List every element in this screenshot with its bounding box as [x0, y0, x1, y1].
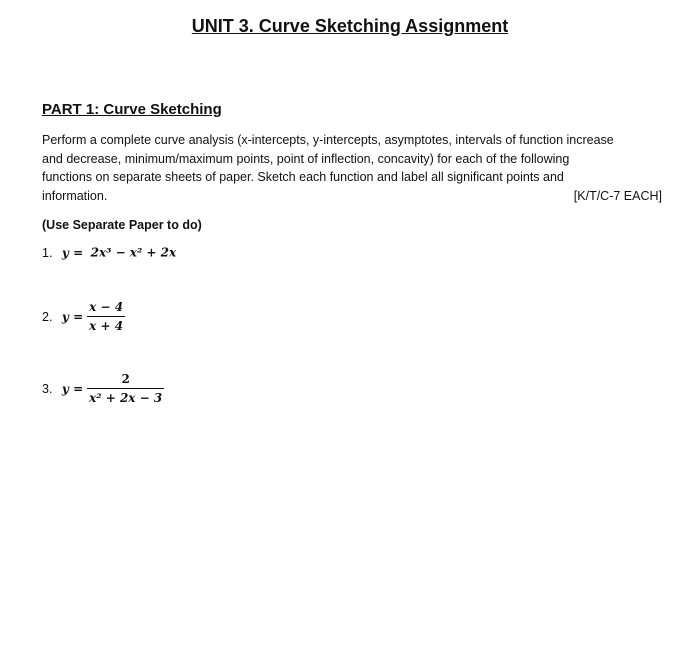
fraction-denominator: x² + 2x − 3 — [87, 388, 164, 405]
fraction-numerator: 2 — [121, 372, 130, 386]
fraction-numerator: x − 4 — [89, 300, 124, 314]
equation-lhs: y = — [61, 381, 84, 396]
instructions-line: information. — [42, 188, 108, 203]
page-title: UNIT 3. Curve Sketching Assignment — [191, 16, 509, 36]
question-3 — [42, 372, 164, 405]
fraction — [87, 372, 164, 405]
question-number: 2. — [42, 309, 53, 324]
equation — [62, 372, 164, 405]
equation-lhs: y = — [61, 309, 84, 324]
fraction-denominator: x + 4 — [87, 316, 125, 333]
question-2 — [42, 300, 125, 333]
question-number: 1. — [42, 245, 53, 260]
part-heading: PART 1: Curve Sketching — [42, 101, 222, 118]
instructions-line: and decrease, minimum/maximum points, point of inflection, concavity) for each of the following — [42, 151, 570, 166]
equation-lhs: y = — [61, 245, 84, 260]
instructions-paragraph — [42, 131, 662, 205]
question-1 — [42, 245, 176, 260]
equation-expression: 2x³ − x² + 2x — [90, 245, 177, 260]
separate-paper-note: (Use Separate Paper to do) — [42, 218, 202, 232]
instructions-line: functions on separate sheets of paper. Sketch each function and label all significant points and — [42, 170, 564, 184]
question-number: 3. — [42, 381, 53, 396]
equation — [62, 300, 125, 333]
instructions-last-line — [42, 187, 662, 206]
fraction — [87, 300, 125, 333]
instructions-line: Perform a complete curve analysis (x-intercepts, y-intercepts, asymptotes, intervals of function increase — [42, 133, 614, 147]
marks-label: [K/T/C-7 EACH] — [573, 188, 662, 203]
